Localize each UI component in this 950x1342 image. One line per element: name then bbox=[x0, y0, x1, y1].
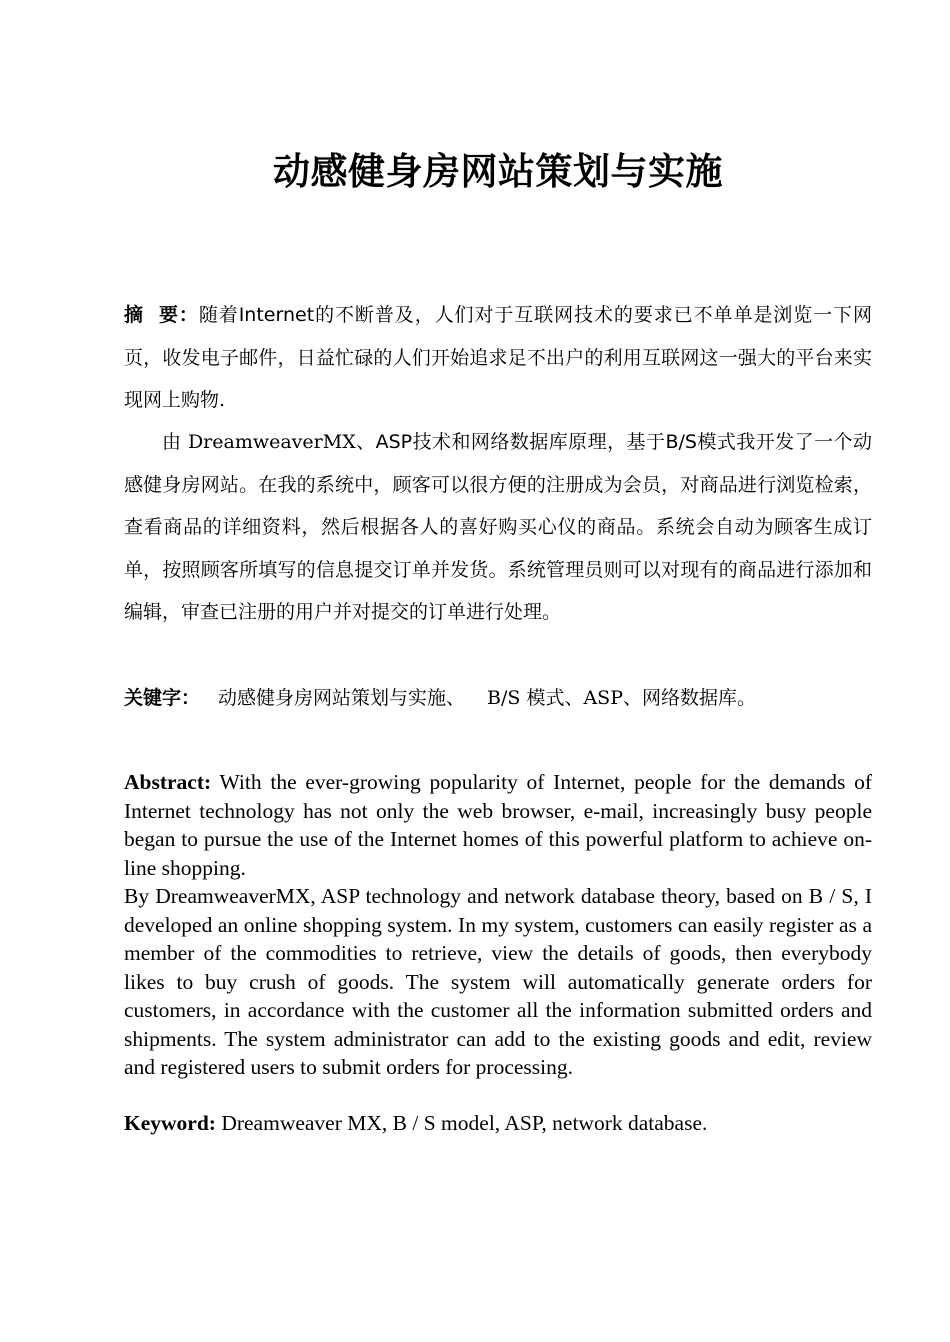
english-keyword-label: Keyword: bbox=[124, 1111, 216, 1135]
chinese-abstract-text-before: 随着 bbox=[198, 304, 239, 326]
chinese-paragraph-2-bs: B/S bbox=[665, 431, 697, 453]
english-abstract-label: Abstract: bbox=[124, 770, 212, 794]
chinese-paragraph-2 bbox=[124, 421, 872, 634]
chinese-paragraph-2-part2: 技术和网络数据库原理，基于 bbox=[412, 431, 666, 453]
english-keyword bbox=[124, 1109, 872, 1138]
chinese-keywords-item1: 动感健身房网站策划与实施、 bbox=[218, 687, 466, 709]
english-keyword-line bbox=[124, 1109, 872, 1138]
chinese-abstract-label: 摘 要： bbox=[124, 304, 199, 326]
english-abstract bbox=[124, 768, 872, 1082]
english-abstract-paragraph-1 bbox=[124, 768, 872, 882]
chinese-keywords-item2: B/S 模式、ASP、网络数据库。 bbox=[487, 687, 756, 709]
chinese-paragraph-2-asp: ASP bbox=[375, 431, 413, 453]
chinese-paragraph-2-part3: 模式我开发了一个动感健身房网站。在我的系统中，顾客可以很方便的注册成为会员，对商品进行浏览检索，查看商品的详细资料，然后根据各人的喜好购买心仪的商品。系统会自动为顾客生成订单，按照顾客所填写的信息提交订单并发货。系统管理员则可以对现有的商品进行添加和编辑，审查已注册的用户并对提交的订单进行处理。 bbox=[124, 431, 872, 623]
english-abstract-text-1: With the ever-growing popularity of Internet, people for the demands of Internet technology has not only the web browser, e-mail, increasingly busy people began to pursue the use of the Internet homes of this powerful platform to achieve on-line shopping. bbox=[124, 770, 872, 880]
document-title: 动感健身房网站策划与实施 bbox=[273, 150, 723, 193]
chinese-paragraph-2-part1: 由 DreamweaverMX、 bbox=[162, 431, 376, 453]
english-keyword-text: Dreamweaver MX, B / S model, ASP, network database. bbox=[215, 1111, 708, 1135]
chinese-abstract-text-after: 的不断普及，人们对于互联网技术的要求已不单单是浏览一下网页，收发电子邮件，日益忙碌的人们开始追求足不出户的利用互联网这一强大的平台来实现网上购物. bbox=[124, 304, 872, 411]
english-abstract-paragraph-2: By DreamweaverMX, ASP technology and network database theory, based on B / S, I developed an online shopping system. In my system, customers can easily register as a member of the commodities to retrieve, view the details of goods, then everybody likes to buy crush of goods. The system will automatically generate orders for customers, in accordance with the customer all the information submitted orders and shipments. The system administrator can add to the existing goods and edit, review and registered users to submit orders for processing. bbox=[124, 884, 872, 1079]
chinese-abstract-internet: Internet bbox=[238, 304, 315, 326]
chinese-keywords-label: 关键字： bbox=[124, 687, 201, 709]
chinese-abstract bbox=[124, 294, 872, 422]
chinese-keywords bbox=[124, 677, 872, 720]
